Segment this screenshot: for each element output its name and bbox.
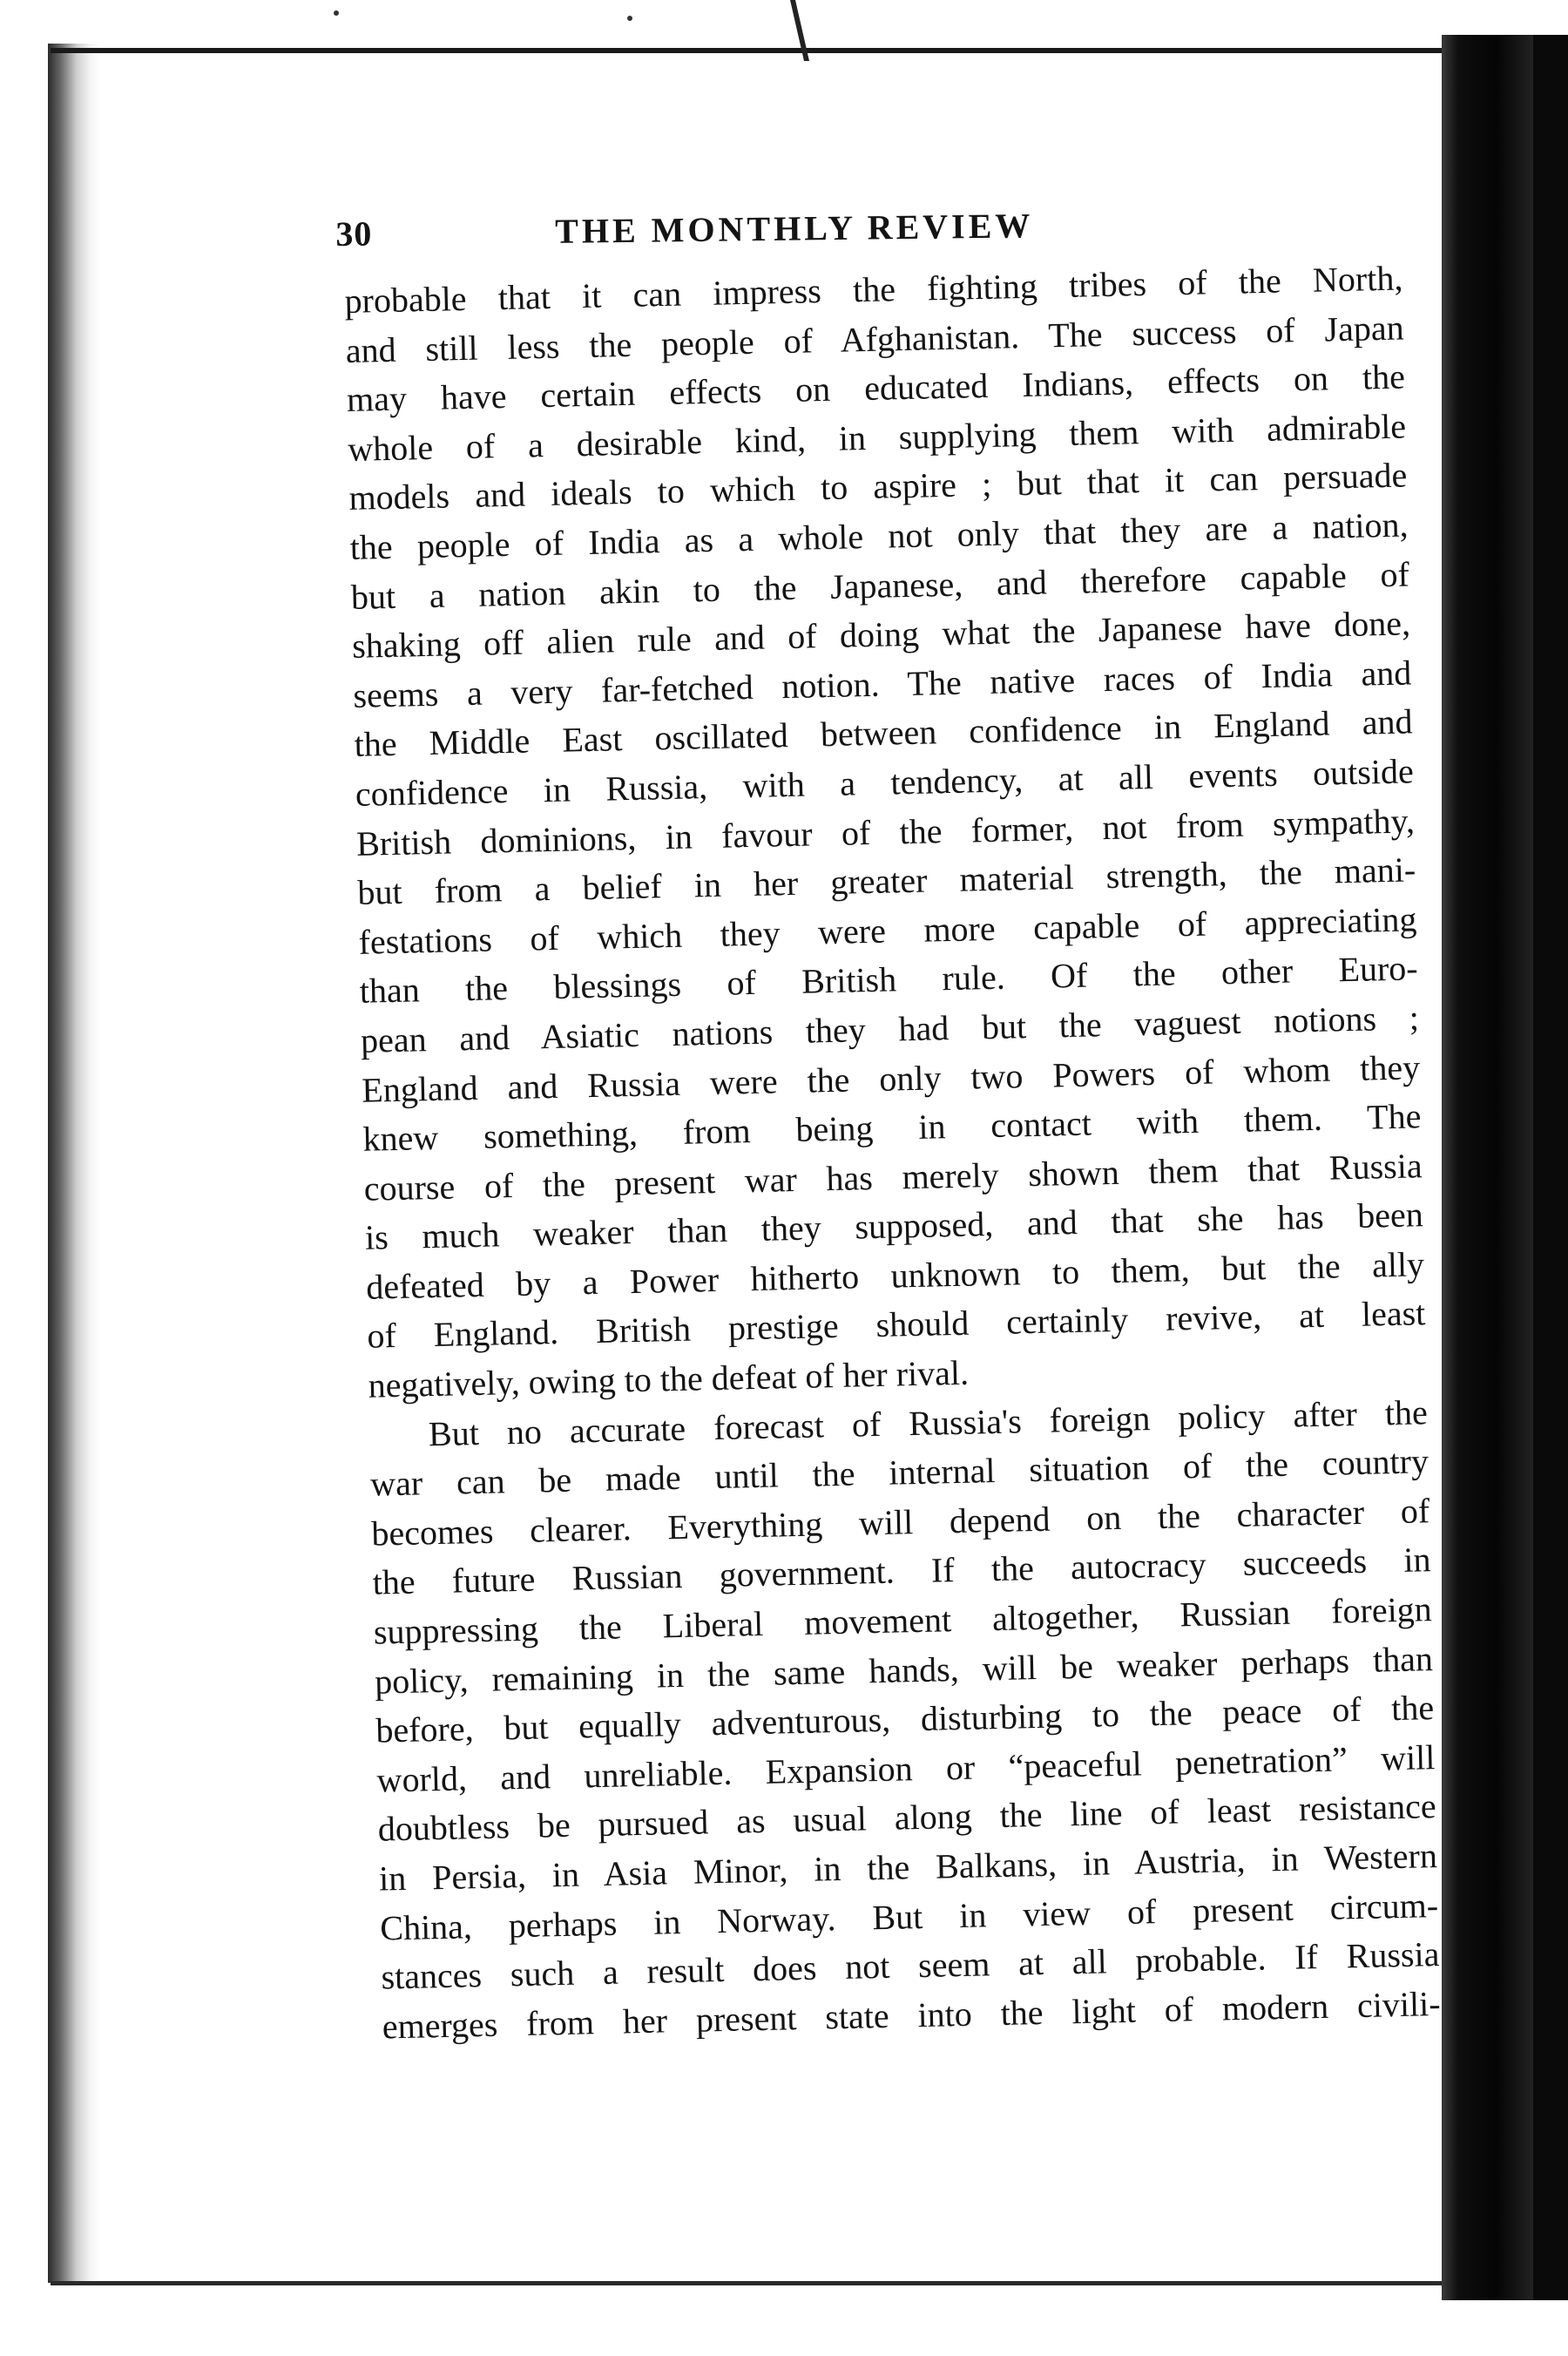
- text-line: doubtless be pursued as usual along the line of least resistance: [377, 1786, 1437, 1849]
- text-line: probable that it can impress the fighting tribes of the North,: [344, 258, 1403, 321]
- book-bottom-edge: [51, 2281, 1444, 2285]
- text-line: whole of a desirable kind, in supplying them with admirable: [347, 406, 1407, 469]
- text-line: but from a belief in her greater material strength, the mani-: [356, 850, 1416, 912]
- text-line: may have certain effects on educated Indians, effects on the: [346, 356, 1406, 420]
- book-left-edge: [48, 44, 100, 2283]
- text-line: shaking off alien rule and of doing what the Japanese have done,: [351, 603, 1411, 667]
- text-line: and still less the people of Afghanistan. The success of Japan: [345, 308, 1405, 370]
- text-line: of England. British prestige should certainly revive, at least: [367, 1293, 1426, 1357]
- text-line: in Persia, in Asia Minor, in the Balkans, in Austria, in Western: [378, 1836, 1438, 1899]
- text-line: the people of India as a whole not only that they are a nation,: [349, 504, 1409, 567]
- text-line: negatively, owing to the defeat of her rival.: [368, 1352, 970, 1405]
- text-line: festations of which they were more capable of appreciating: [358, 899, 1417, 962]
- book-gutter-shadow: [1442, 35, 1533, 2300]
- text-line: defeated by a Power hitherto unknown to them, but the ally: [365, 1244, 1425, 1307]
- text-line: China, perhaps in Norway. But in view of present circum-: [379, 1885, 1439, 1948]
- page-number: 30: [335, 213, 373, 254]
- text-line: England and Russia were the only two Powers of whom they: [361, 1046, 1421, 1110]
- text-line: stances such a result does not seem at all probable. If Russia: [381, 1934, 1440, 1997]
- text-line: emerges from her present state into the light of modern civili-: [382, 1983, 1442, 2047]
- text-line: British dominions, in favour of the former, not from sympathy,: [355, 800, 1416, 863]
- text-line: pean and Asiatic nations they had but the vaguest notions ;: [360, 998, 1420, 1060]
- body-text: [344, 254, 1441, 2051]
- text-line: confidence in Russia, with a tendency, at all events outside: [355, 751, 1415, 814]
- text-line: the Middle East oscillated between confidence in England and: [354, 701, 1413, 765]
- text-line: war can be made until the internal situation of the country: [369, 1441, 1429, 1504]
- text-line: world, and unreliable. Expansion or “peaceful penetration” will: [376, 1737, 1436, 1800]
- text-line: becomes clearer. Everything will depend on the character of: [370, 1491, 1430, 1554]
- speck-decoration: [627, 16, 632, 21]
- text-line: suppressing the Liberal movement altogether, Russian foreign: [373, 1589, 1433, 1652]
- text-line: the future Russian government. If the autocracy succeeds in: [372, 1540, 1431, 1603]
- text-line: But no accurate forecast of Russia's foreign policy after the: [428, 1391, 1429, 1453]
- text-line: models and ideals to which to aspire ; but that it can persuade: [348, 455, 1408, 518]
- text-line: course of the present war has merely shown them that Russia: [363, 1145, 1423, 1208]
- bookmark-ribbon-icon: [788, 0, 823, 70]
- text-line: is much weaker than they supposed, and that she has been: [364, 1195, 1424, 1258]
- running-title: THE MONTHLY REVIEW: [554, 206, 1034, 251]
- text-line: policy, remaining in the same hands, will be weaker perhaps than: [374, 1638, 1434, 1702]
- text-line: seems a very far-fetched notion. The native races of India and: [352, 653, 1412, 715]
- text-line: than the blessings of British rule. Of the other Euro-: [359, 948, 1419, 1012]
- text-line: but a nation akin to the Japanese, and therefore capable of: [350, 553, 1410, 617]
- book-binding: [1533, 35, 1568, 2300]
- speck-decoration: [334, 10, 339, 16]
- text-line: before, but equally adventurous, disturbing to the peace of the: [375, 1688, 1435, 1750]
- text-line: knew something, from being in contact with them. The: [362, 1096, 1422, 1159]
